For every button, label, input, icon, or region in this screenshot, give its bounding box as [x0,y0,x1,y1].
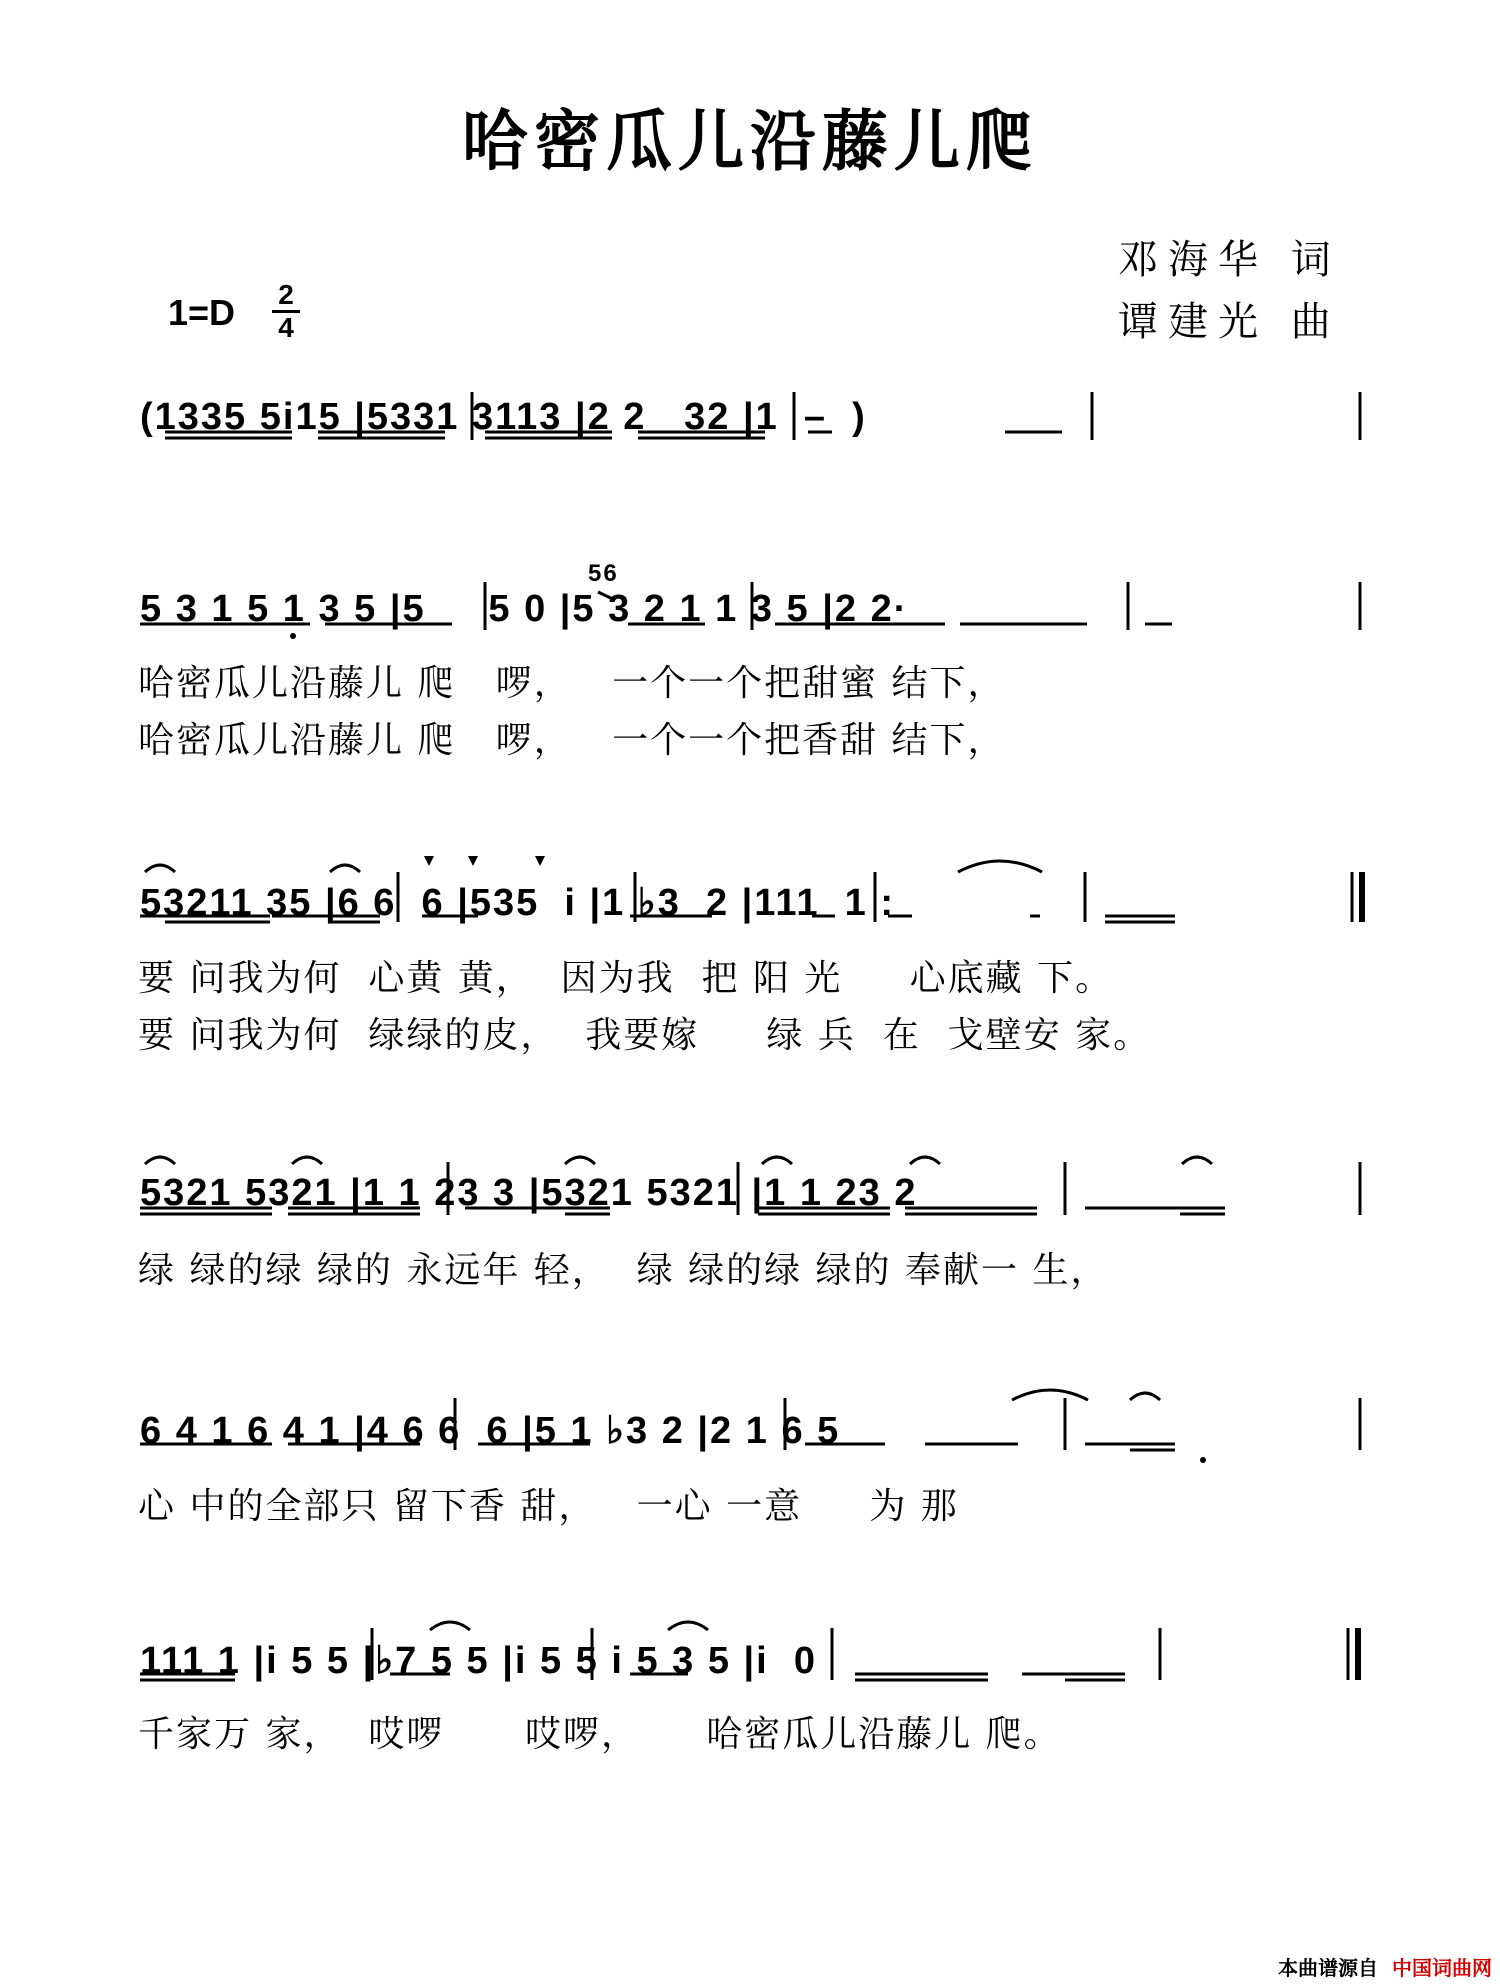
notation-line-1: (1335 5i15 |5331 3113 |2 2 32 |1 – ) [140,396,867,438]
notation-line-5: 6 4 1 6 4 1 |4 6 6 6 |5 1 ♭3 2 |2 1 6 5 [140,1410,841,1452]
lyric-line-3-verse-1: 要 问我为何 心黄 黄， 因为我 把 阳 光 心底藏 下。 [138,958,1114,999]
time-signature-denominator: 4 [278,312,294,343]
lyric-line-6: 千家万 家， 哎啰 哎啰， 哈密瓜儿沿藤儿 爬。 [138,1714,1062,1755]
notation-line-2: 5 3 1 5 1 3 5 |5 5 0 |5 3 2 1 1 3 5 |2 2· [140,588,909,630]
time-signature [272,280,300,343]
footer-site-link[interactable]: 中国词曲网 [1392,1956,1492,1980]
key-signature: 1=D [168,292,236,333]
time-signature-numerator: 2 [272,280,300,313]
notation-line-3: 53211 35 |6 6 6 |535 i |1 ♭3 2 |111 1 : [140,882,895,924]
notation-line-4: 5321 5321 |1 1 23 3 |5321 5321 |1 1 23 2 [140,1172,918,1214]
lyric-line-4: 绿 绿的绿 绿的 永远年 轻， 绿 绿的绿 绿的 奉献一 生， [138,1250,1109,1291]
composer-credit: 谭建光 曲 [1118,299,1341,345]
lyric-line-2-verse-1: 哈密瓜儿沿藤儿 爬 啰， 一个一个把甜蜜 结下， [138,663,1006,704]
lyric-line-5: 心 中的全部只 留下香 甜， 一心 一意 为 那 [138,1486,959,1527]
song-title: 哈密瓜儿沿藤儿爬 [462,102,1038,180]
grace-notes: 56 [588,560,619,587]
footer-credit [1278,1952,1492,1981]
footer-source: 本曲谱源自 [1278,1956,1378,1980]
lyricist-credit: 邓海华 词 [1118,237,1341,283]
lyric-line-2-verse-2: 哈密瓜儿沿藤儿 爬 啰， 一个一个把香甜 结下， [138,720,1006,761]
notation-line-6: 111 1 |i 5 5 |♭7 5 5 |i 5 5 i 5 3 5 |i 0 [140,1640,817,1682]
lyric-line-3-verse-2: 要 问我为何 绿绿的皮， 我要嫁 绿 兵 在 戈壁安 家。 [138,1015,1152,1056]
